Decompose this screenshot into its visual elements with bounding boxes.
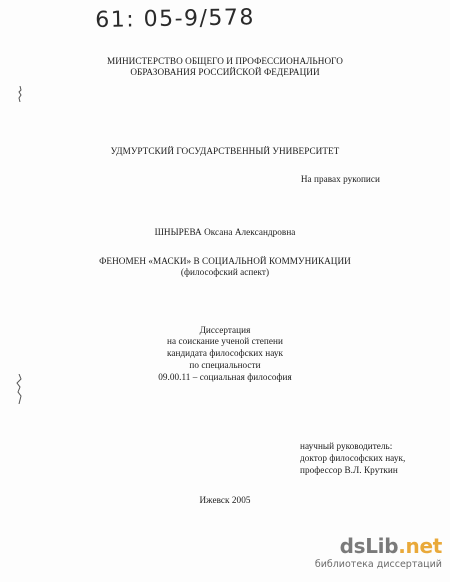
degree-line-2: кандидата философских наук: [166, 348, 284, 358]
dissertation-title-line-1: ФЕНОМЕН «МАСКИ» В СОЦИАЛЬНОЙ КОММУНИКАЦИИ: [99, 256, 351, 266]
supervisor-label: научный руководитель:: [300, 441, 393, 451]
university-name: УДМУРТСКИЙ ГОСУДАРСТВЕННЫЙ УНИВЕРСИТЕТ: [110, 146, 340, 156]
supervisor-degree: доктор философских наук,: [300, 453, 406, 463]
supervisor-name: профессор В.Л. Круткин: [300, 465, 398, 475]
dissertation-type: Диссертация: [199, 325, 251, 335]
dissertation-title-line-2: (философский аспект): [180, 267, 270, 277]
ministry-line-2: ОБРАЗОВАНИЯ РОССИЙСКОЙ ФЕДЕРАЦИИ: [130, 67, 320, 77]
archive-handwritten-number: 61: 05-9/578: [95, 5, 256, 33]
manuscript-rights-note: На правах рукописи: [300, 174, 380, 184]
scan-speck-mark: [16, 86, 24, 102]
specialty-code: 09.00.11 – социальная философия: [158, 372, 292, 382]
ministry-line-1: МИНИСТЕРСТВО ОБЩЕГО И ПРОФЕССИОНАЛЬНОГО: [107, 56, 343, 66]
specialty-label: по специальности: [189, 360, 261, 370]
watermark-brand: [340, 534, 442, 558]
watermark-brand-main: dsLib: [339, 534, 399, 558]
author-name: ШНЫРЕВА Оксана Александровна: [154, 227, 296, 237]
city-year: Ижевск 2005: [199, 495, 251, 505]
degree-line-1: на соискание ученой степени: [167, 336, 283, 346]
watermark-subtitle: библиотека диссертаций: [314, 559, 442, 570]
watermark-brand-tld: .net: [398, 534, 442, 558]
watermark-logo: [314, 534, 442, 576]
